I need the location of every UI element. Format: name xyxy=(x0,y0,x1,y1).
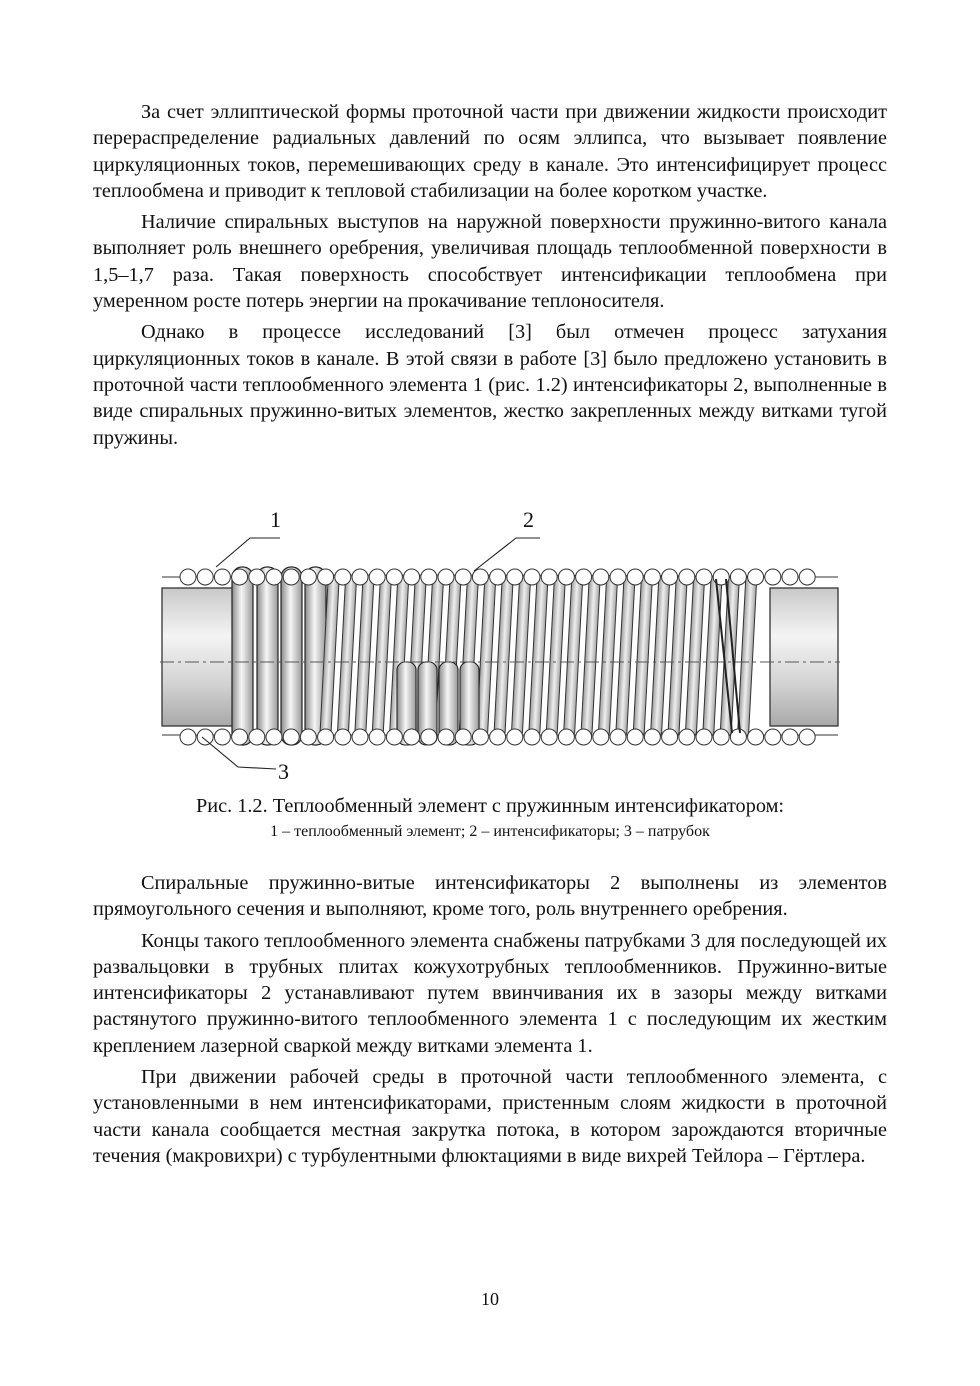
intensifier-turn xyxy=(355,575,374,737)
wire-section-top xyxy=(214,569,230,585)
leader-line-2 xyxy=(474,538,540,571)
intensifier-turn xyxy=(703,575,722,737)
figure-legend: 1 – теплообменный элемент; 2 – интенсификаторы; 3 – патрубок xyxy=(270,823,710,840)
wire-section-top xyxy=(748,569,764,585)
intensifier-turn xyxy=(563,575,582,737)
wire-section-top xyxy=(369,569,385,585)
wire-section-bottom xyxy=(421,729,437,745)
wire-section-bottom xyxy=(765,729,781,745)
wire-section-top xyxy=(197,569,213,585)
wire-section-bottom xyxy=(335,729,351,745)
wire-section-top xyxy=(421,569,437,585)
wire-section-top xyxy=(644,569,660,585)
wire-section-bottom xyxy=(576,729,592,745)
wire-section-bottom xyxy=(352,729,368,745)
wire-section-bottom xyxy=(438,729,454,745)
wire-section-top xyxy=(386,569,402,585)
wire-section-bottom xyxy=(300,729,316,745)
wire-section-top xyxy=(472,569,488,585)
wire-section-top xyxy=(765,569,781,585)
coil-turn xyxy=(232,567,253,745)
wire-section-top xyxy=(524,569,540,585)
wire-section-top xyxy=(696,569,712,585)
wire-section-bottom xyxy=(266,729,282,745)
wire-section-bottom xyxy=(593,729,609,745)
wire-section-bottom xyxy=(782,729,798,745)
paragraph: При движении рабочей среды в проточной части теплообменного элемента, с установленными в нем интенсификаторами, пристенным слоям жидкости в проточной части канала сообщается местная закрутка потока, в котором зарождаются вторичные течения (макровихри) с турбулентными флюктациями в виде вихрей Тейлора – Гёртлера. xyxy=(93,1066,887,1167)
wire-section-bottom xyxy=(283,729,299,745)
wire-section-top xyxy=(180,569,196,585)
wire-section-top xyxy=(335,569,351,585)
wire-section-bottom xyxy=(627,729,643,745)
wire-section-bottom xyxy=(696,729,712,745)
wire-section-top xyxy=(593,569,609,585)
intensifier-turn xyxy=(529,575,548,737)
wire-section-top xyxy=(455,569,471,585)
wire-section-top xyxy=(627,569,643,585)
wire-section-bottom xyxy=(558,729,574,745)
intensifier-turn xyxy=(546,575,565,737)
intensifier-turn xyxy=(598,575,617,737)
wire-section-bottom xyxy=(386,729,402,745)
coil-turn xyxy=(257,567,278,745)
wire-section-bottom xyxy=(748,729,764,745)
text-block-top xyxy=(93,99,887,451)
wire-section-top xyxy=(352,569,368,585)
intensifier-turn xyxy=(581,575,600,737)
paragraph: Наличие спиральных выступов на наружной поверхности пружинно-витого канала выполняет роль внешнего оребрения, увеличивая площадь теплообменной поверхности в 1,5–1,7 раза. Такая поверхность способствует интенсификации теплообмена при умеренном росте потерь энергии на прокачивание теплоносителя. xyxy=(93,211,887,313)
intensifier-turn xyxy=(511,575,530,737)
intensifier-turn xyxy=(494,575,513,737)
wire-section-bottom xyxy=(713,729,729,745)
wire-section-top xyxy=(610,569,626,585)
wire-section-bottom xyxy=(490,729,506,745)
coil-turn xyxy=(281,567,302,745)
wire-section-bottom xyxy=(644,729,660,745)
wire-section-bottom xyxy=(369,729,385,745)
wire-section-top xyxy=(249,569,265,585)
wire-section-top xyxy=(662,569,678,585)
wire-section-top xyxy=(558,569,574,585)
wire-section-bottom xyxy=(662,729,678,745)
page-number: 10 xyxy=(481,1289,499,1309)
left-pipe-stub xyxy=(162,588,236,726)
wire-section-bottom xyxy=(524,729,540,745)
wire-section-top xyxy=(799,569,815,585)
wire-section-bottom xyxy=(249,729,265,745)
wire-section-bottom xyxy=(180,729,196,745)
intensifier-turn xyxy=(372,575,391,737)
wire-section-top xyxy=(438,569,454,585)
wire-section-top xyxy=(283,569,299,585)
wire-section-top xyxy=(300,569,316,585)
figure-heat-exchange-element xyxy=(160,505,840,795)
wire-section-bottom xyxy=(610,729,626,745)
label-1: 1 xyxy=(270,507,281,532)
right-pipe-stub xyxy=(770,588,838,726)
intensifier-turn xyxy=(650,575,669,737)
paragraph: Однако в процессе исследований [3] был отмечен процесс затухания циркуляционных токов в канале. В этой связи в работе [3] было предложено установить в проточной части теплообменного элемента 1 (рис. 1.2) интенсификаторы 2, выполненные в виде спиральных пружинно-витых элементов, жестко закрепленных между витками тугой пружины. xyxy=(93,321,887,449)
wire-section-bottom xyxy=(404,729,420,745)
paragraph: Спиральные пружинно-витые интенсификаторы 2 выполнены из элементов прямоугольного сечения и выполняют, кроме того, роль внутреннего оребрения. xyxy=(93,872,887,921)
wire-section-top xyxy=(266,569,282,585)
intensifier-turn xyxy=(668,575,687,737)
wire-section-bottom xyxy=(472,729,488,745)
paragraph: За счет эллиптической формы проточной части при движении жидкости происходит перераспределение радиальных давлений по осям эллипса, что вызывает появление циркуляционных токов, перемешивающих среду в канале. Это интенсифицирует процесс теплообмена и приводит к тепловой стабилизации на более коротком участке. xyxy=(93,101,887,202)
wire-section-top xyxy=(490,569,506,585)
paragraph: Концы такого теплообменного элемента снабжены патрубками 3 для последующей их развальцовки в трубных плитах кожухотрубных теплообменников. Пружинно-витые интенсификаторы 2 устанавливают путем ввинчивания их в зазоры между витками растянутого пружинно-витого теплообменного элемента 1 с последующим их жестким креплением лазерной сваркой между витками элемента 1. xyxy=(93,929,887,1057)
wire-section-bottom xyxy=(679,729,695,745)
intensifier-turn xyxy=(685,575,704,737)
wire-section-top xyxy=(507,569,523,585)
wire-section-bottom xyxy=(507,729,523,745)
wire-section-top xyxy=(318,569,334,585)
intensifier-turn xyxy=(633,575,652,737)
figure-caption: Рис. 1.2. Теплообменный элемент с пружинным интенсификатором: xyxy=(195,795,785,817)
text-block-bottom xyxy=(93,870,887,1169)
wire-section-bottom xyxy=(455,729,471,745)
wire-section-top xyxy=(576,569,592,585)
wire-section-top xyxy=(404,569,420,585)
wire-section-top xyxy=(730,569,746,585)
wire-section-bottom xyxy=(318,729,334,745)
spring-coil-drawing xyxy=(160,505,840,795)
label-2: 2 xyxy=(523,507,534,532)
intensifier-turn xyxy=(616,575,635,737)
label-3: 3 xyxy=(278,759,289,784)
intensifier-turn xyxy=(337,575,356,737)
wire-section-bottom xyxy=(232,729,248,745)
intensifier-turn xyxy=(737,575,756,737)
wire-section-top xyxy=(782,569,798,585)
wire-section-top xyxy=(232,569,248,585)
wire-section-top xyxy=(541,569,557,585)
wire-section-bottom xyxy=(214,729,230,745)
wire-section-bottom xyxy=(541,729,557,745)
wire-section-bottom xyxy=(799,729,815,745)
leader-line-1 xyxy=(216,538,280,567)
wire-section-bottom xyxy=(197,729,213,745)
wire-section-top xyxy=(679,569,695,585)
